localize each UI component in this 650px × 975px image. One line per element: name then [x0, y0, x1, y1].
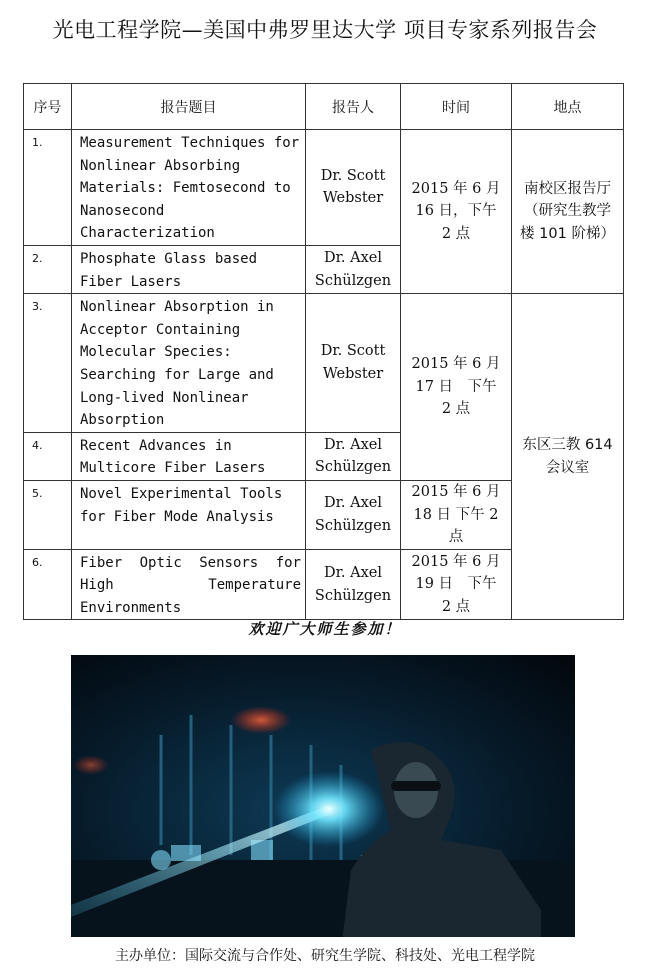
report-time: 2015 年 6 月 17 日 下午 2 点	[401, 294, 512, 481]
speaker: Dr. Axel Schülzgen	[306, 480, 401, 549]
report-topic: Nonlinear Absorption in Acceptor Containing Molecular Species: Searching for Large and Long-lived Nonlinear Absorption	[72, 294, 306, 433]
header-no: 序号	[24, 84, 72, 130]
speaker: Dr. Axel Schülzgen	[306, 549, 401, 620]
laser-lab-illustration	[71, 655, 575, 937]
table-row	[24, 130, 624, 246]
report-topic: Phosphate Glass based Fiber Lasers	[72, 245, 306, 293]
row-number: 1.	[24, 130, 72, 246]
report-topic: Recent Advances in Multicore Fiber Lasers	[72, 432, 306, 480]
report-topic: Measurement Techniques for Nonlinear Absorbing Materials: Femtosecond to Nanosecond Characterization	[72, 130, 306, 246]
row-number: 4.	[24, 432, 72, 480]
speaker: Dr. Axel Schülzgen	[306, 432, 401, 480]
row-number: 6.	[24, 549, 72, 620]
row-number: 3.	[24, 294, 72, 433]
header-time: 时间	[401, 84, 512, 130]
row-number: 2.	[24, 245, 72, 293]
welcome-text: 欢迎广大师生参加！	[248, 620, 402, 638]
table-header-row	[24, 84, 624, 130]
report-location: 东区三教 614 会议室	[512, 294, 624, 620]
report-time: 2015 年 6 月 19 日 下午 2 点	[401, 549, 512, 620]
header-speaker: 报告人	[306, 84, 401, 130]
organizers-footer: 主办单位：国际交流与合作处、研究生学院、科技处、光电工程学院	[115, 948, 535, 964]
speaker: Dr. Axel Schülzgen	[306, 245, 401, 293]
schedule-table	[23, 83, 624, 620]
header-location: 地点	[512, 84, 624, 130]
speaker: Dr. Scott Webster	[306, 130, 401, 246]
page-title: 光电工程学院—美国中弗罗里达大学 项目专家系列报告会	[52, 18, 598, 42]
report-time: 2015 年 6 月 18 日 下午 2 点	[401, 480, 512, 549]
laser-lab-photo	[71, 655, 575, 937]
speaker: Dr. Scott Webster	[306, 294, 401, 433]
header-topic: 报告题目	[72, 84, 306, 130]
report-topic: Novel Experimental Tools for Fiber Mode Analysis	[72, 480, 306, 549]
table-row	[24, 294, 624, 433]
report-topic: Fiber Optic Sensors for High Temperature Environments	[72, 549, 306, 620]
report-time: 2015 年 6 月 16 日，下午 2 点	[401, 130, 512, 294]
report-location: 南校区报告厅（研究生教学楼 101 阶梯）	[512, 130, 624, 294]
row-number: 5.	[24, 480, 72, 549]
